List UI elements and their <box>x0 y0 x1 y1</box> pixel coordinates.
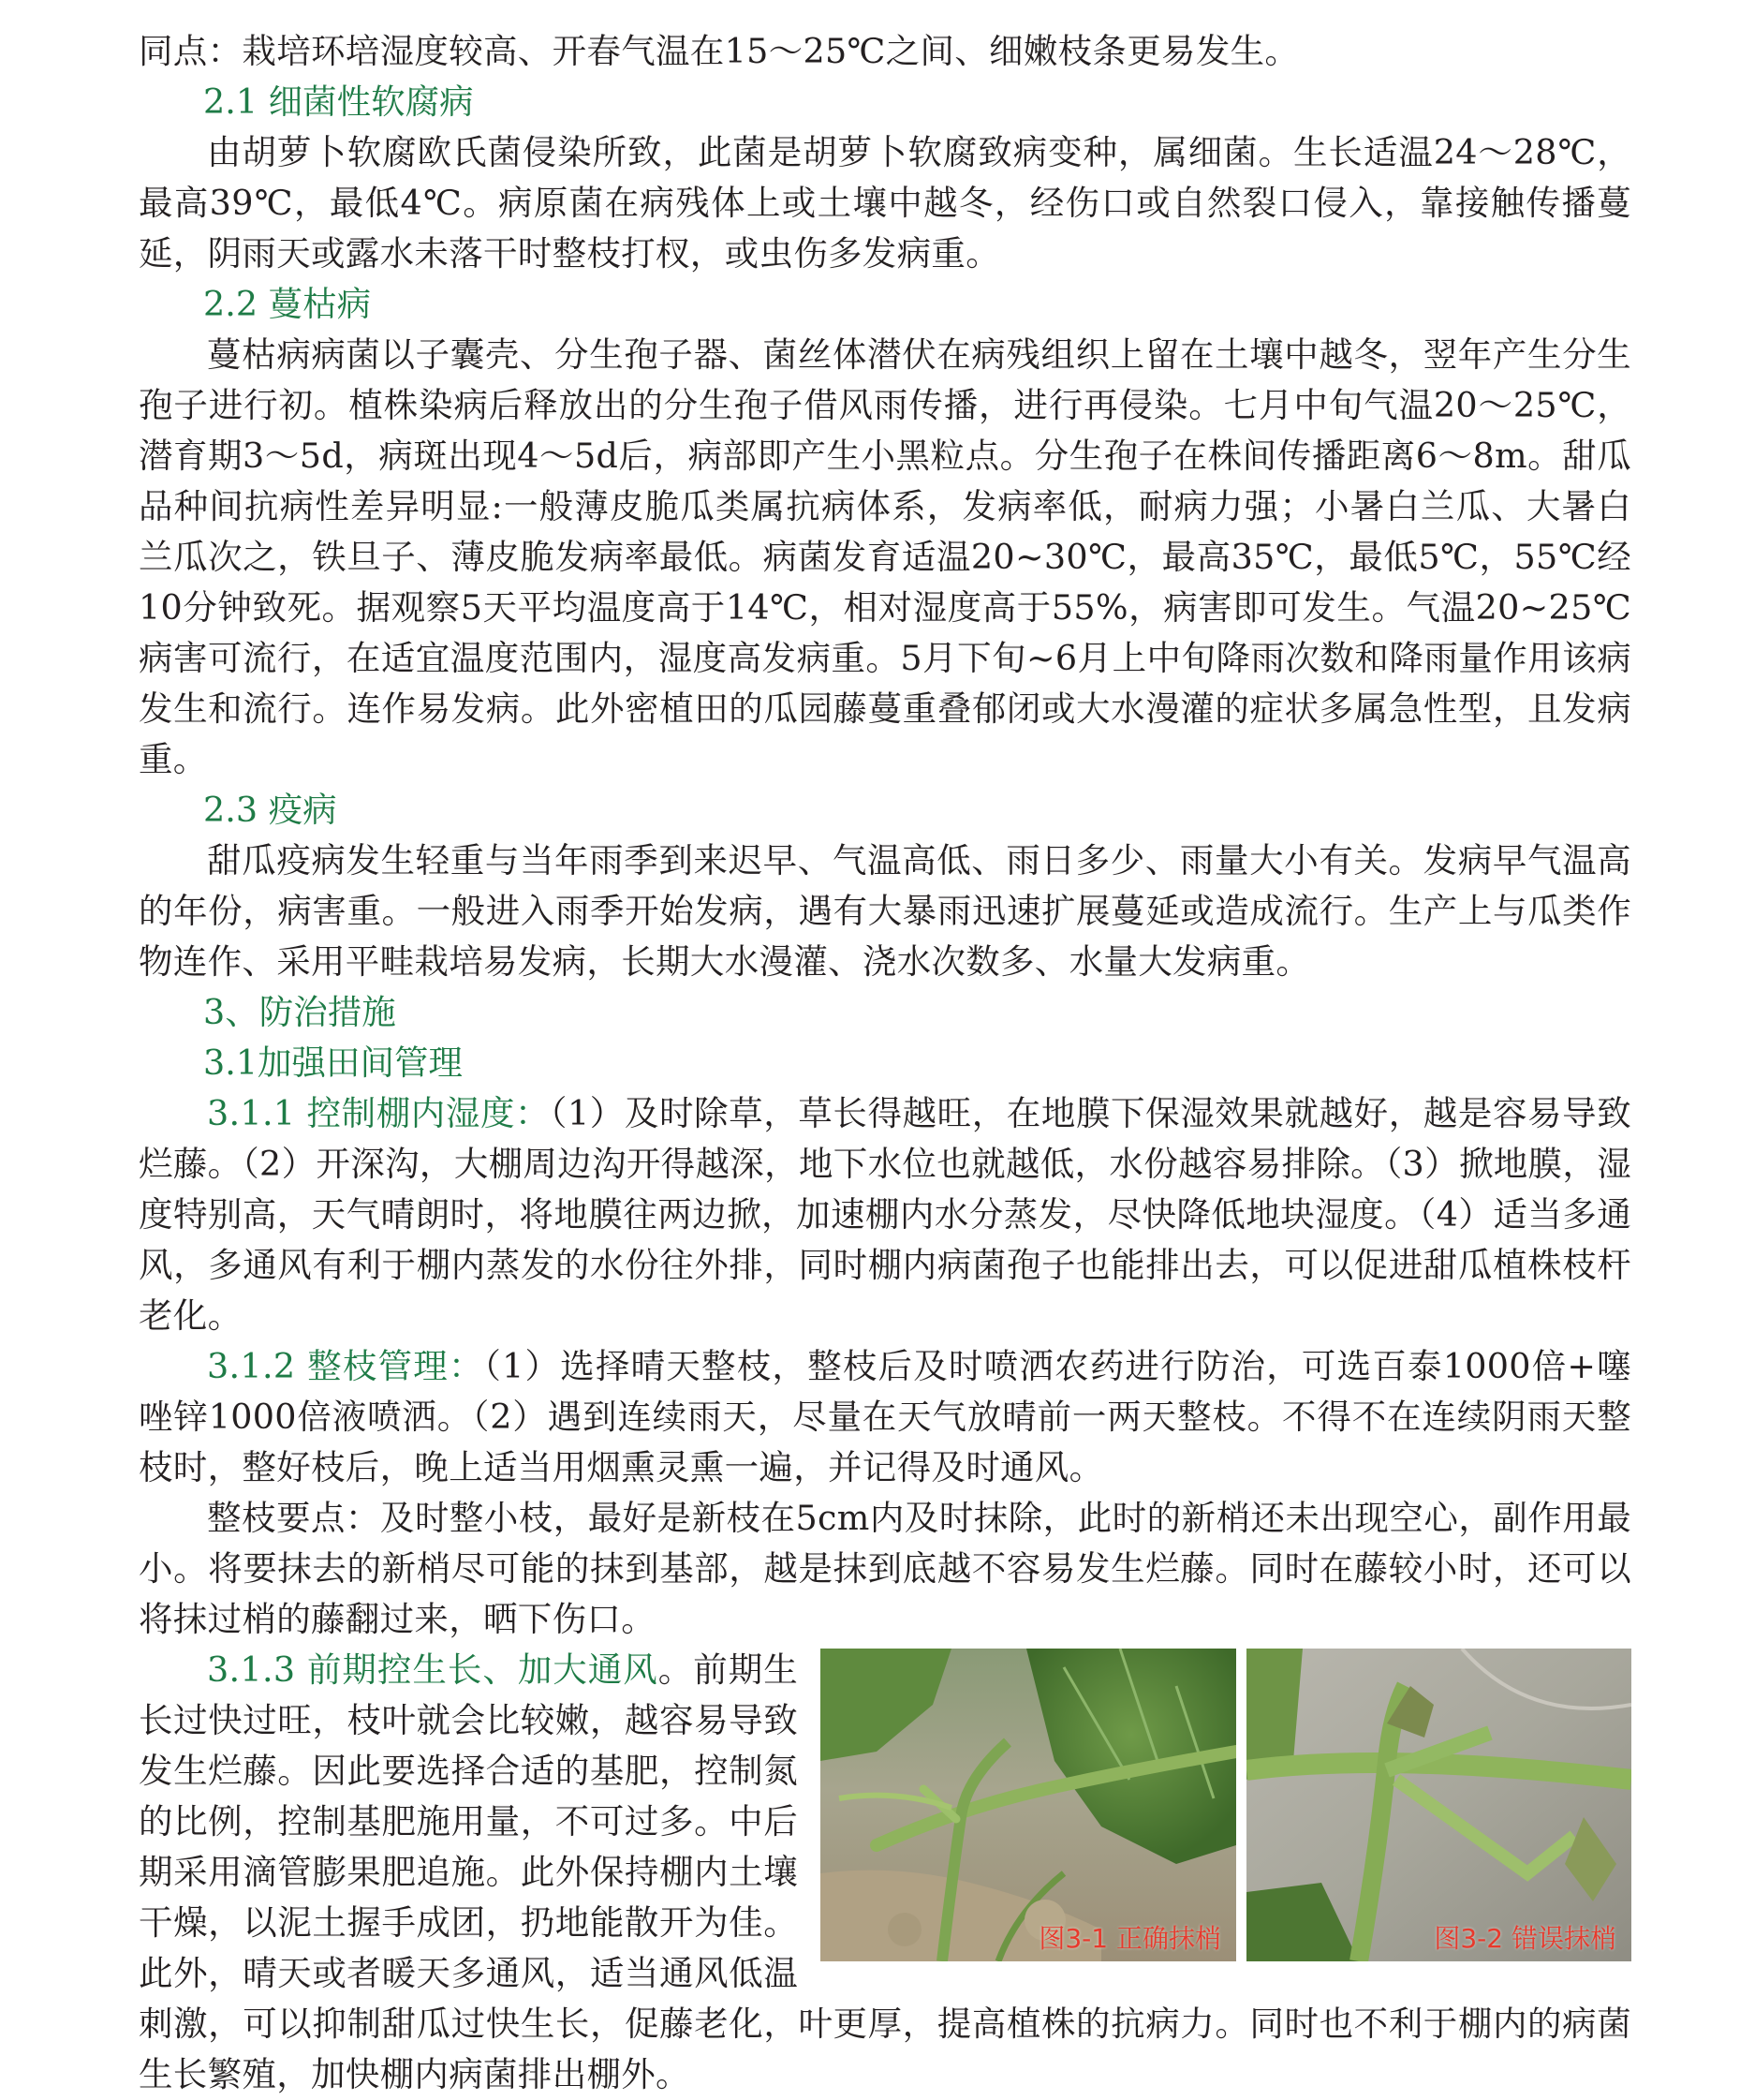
intro-paragraph: 同点：栽培环培湿度较高、开春气温在15～25℃之间、细嫩枝条更易发生。 <box>139 31 1300 71</box>
heading-phytophthora-blight: 2.3 疫病 <box>203 790 337 830</box>
vine-photo-image <box>1246 1649 1631 1961</box>
vine-photo-image <box>820 1649 1236 1961</box>
paragraph-pruning-key-points: 整枝要点：及时整小枝，最好是新枝在5cm内及时抹除，此时的新梢还未出现空心，副作用最小。将要抹去的新梢尽可能的抹到基部，越是抹到底越不容易发生烂藤。同时在藤较小时，还可以将抹过梢的藤翻过来，晒下伤口。 <box>139 1498 1631 1639</box>
subheading-humidity-control: 3.1.1 控制棚内湿度： <box>207 1093 551 1133</box>
paragraph-bacterial-soft-rot: 由胡萝卜软腐欧氏菌侵染所致，此菌是胡萝卜软腐致病变种，属细菌。生长适温24～28℃，最高39℃，最低4℃。病原菌在病残体上或土壤中越冬，经伤口或自然裂口侵入，靠接触传播蔓延，阴雨天或露水未落干时整枝打杈，或虫伤多发病重。 <box>139 132 1631 274</box>
article-body <box>139 26 1631 2100</box>
subheading-growth-control-ventilation: 3.1.3 前期控生长、加大通风 <box>207 1649 658 1690</box>
text-growth-control-ventilation: 。前期生长过快过旺，枝叶就会比较嫩，越容易导致发生烂藤。因此要选择合适的基肥，控制氮的比例，控制基肥施用量，不可过多。中后期采用滴管膨果肥追施。此外保持棚内土壤干燥，以泥土握手成团，扔地能散开为佳。 此外，晴天或者暖天多通风，适当通风低温刺激，可以抑制甜瓜过快生长，促藤老化，叶更厚，提高植株的抗病力。同时也不利于棚内的病菌生长繁殖，加快棚内病菌排出棚外。 <box>139 1649 1631 2094</box>
heading-bacterial-soft-rot: 2.1 细菌性软腐病 <box>203 81 474 122</box>
figure-caption-incorrect: 图3-2 错误抹梢 <box>1434 1923 1616 1954</box>
paragraph-phytophthora-blight: 甜瓜疫病发生轻重与当年雨季到来迟早、气温高低、雨日多少、雨量大小有关。发病早气温高的年份，病害重。一般进入雨季开始发病，遇有大暴雨迅速扩展蔓延或造成流行。生产上与瓜类作物连作、采用平畦栽培易发病，长期大水漫灌、浇水次数多、水量大发病重。 <box>139 840 1631 982</box>
figure-group <box>820 1649 1631 1961</box>
figure-incorrect-pruning-photo <box>1246 1649 1631 1961</box>
figure-correct-pruning-photo <box>820 1649 1236 1961</box>
heading-gummy-stem-blight: 2.2 蔓枯病 <box>203 284 372 324</box>
paragraph-gummy-stem-blight: 蔓枯病病菌以子囊壳、分生孢子器、菌丝体潜伏在病残组织上留在土壤中越冬，翌年产生分生孢子进行初。植株染病后释放出的分生孢子借风雨传播，进行再侵染。七月中旬气温20～25℃，潜育期3～5d，病斑出现4～5d后，病部即产生小黑粒点。分生孢子在株间传播距离6～8m。甜瓜品种间抗病性差异明显:一般薄皮脆瓜类属抗病体系，发病率低，耐病力强；小暑白兰瓜、大暑白兰瓜次之，铁旦子、薄皮脆发病率最低。病菌发育适温20~30℃，最高35℃，最低5℃，55℃经10分钟致死。据观察5天平均温度高于14℃，相对湿度高于55%，病害即可发生。气温20~25℃病害可流行，在适宜温度范围内，湿度高发病重。5月下旬~6月上中旬降雨次数和降雨量作用该病发生和流行。连作易发病。此外密植田的瓜园藤蔓重叠郁闭或大水漫灌的症状多属急性型，且发病重。 <box>139 334 1631 779</box>
paragraph-humidity-control <box>139 1088 1631 1341</box>
heading-field-management: 3.1加强田间管理 <box>203 1043 464 1083</box>
figure-caption-correct: 图3-1 正确抹梢 <box>1039 1923 1221 1954</box>
paragraph-pruning-management <box>139 1341 1631 1493</box>
subheading-pruning-management: 3.1.2 整枝管理： <box>207 1346 484 1386</box>
text-humidity-control: （1）及时除草，草长得越旺，在地膜下保湿效果就越好，越是容易导致烂藤。（2）开深沟，大棚周边沟开得越深，地下水位也就越低，水份越容易排除。（3）掀地膜，湿度特别高，天气晴朗时，将地膜往两边掀，加速棚内水分蒸发，尽快降低地块湿度。（4）适当多通风，多通风有利于棚内蒸发的水份往外排，同时棚内病菌孢子也能排出去，可以促进甜瓜植株枝杆老化。 <box>139 1093 1631 1336</box>
text-pruning-management: （1）选择晴天整枝，整枝后及时喷洒农药进行防治，可选百泰1000倍+噻唑锌1000倍液喷洒。（2）遇到连续雨天，尽量在天气放晴前一两天整枝。不得不在连续阴雨天整枝时，整好枝后，晚上适当用烟熏灵熏一遍，并记得及时通风。 <box>139 1346 1631 1487</box>
heading-control-measures: 3、防治措施 <box>203 992 396 1032</box>
